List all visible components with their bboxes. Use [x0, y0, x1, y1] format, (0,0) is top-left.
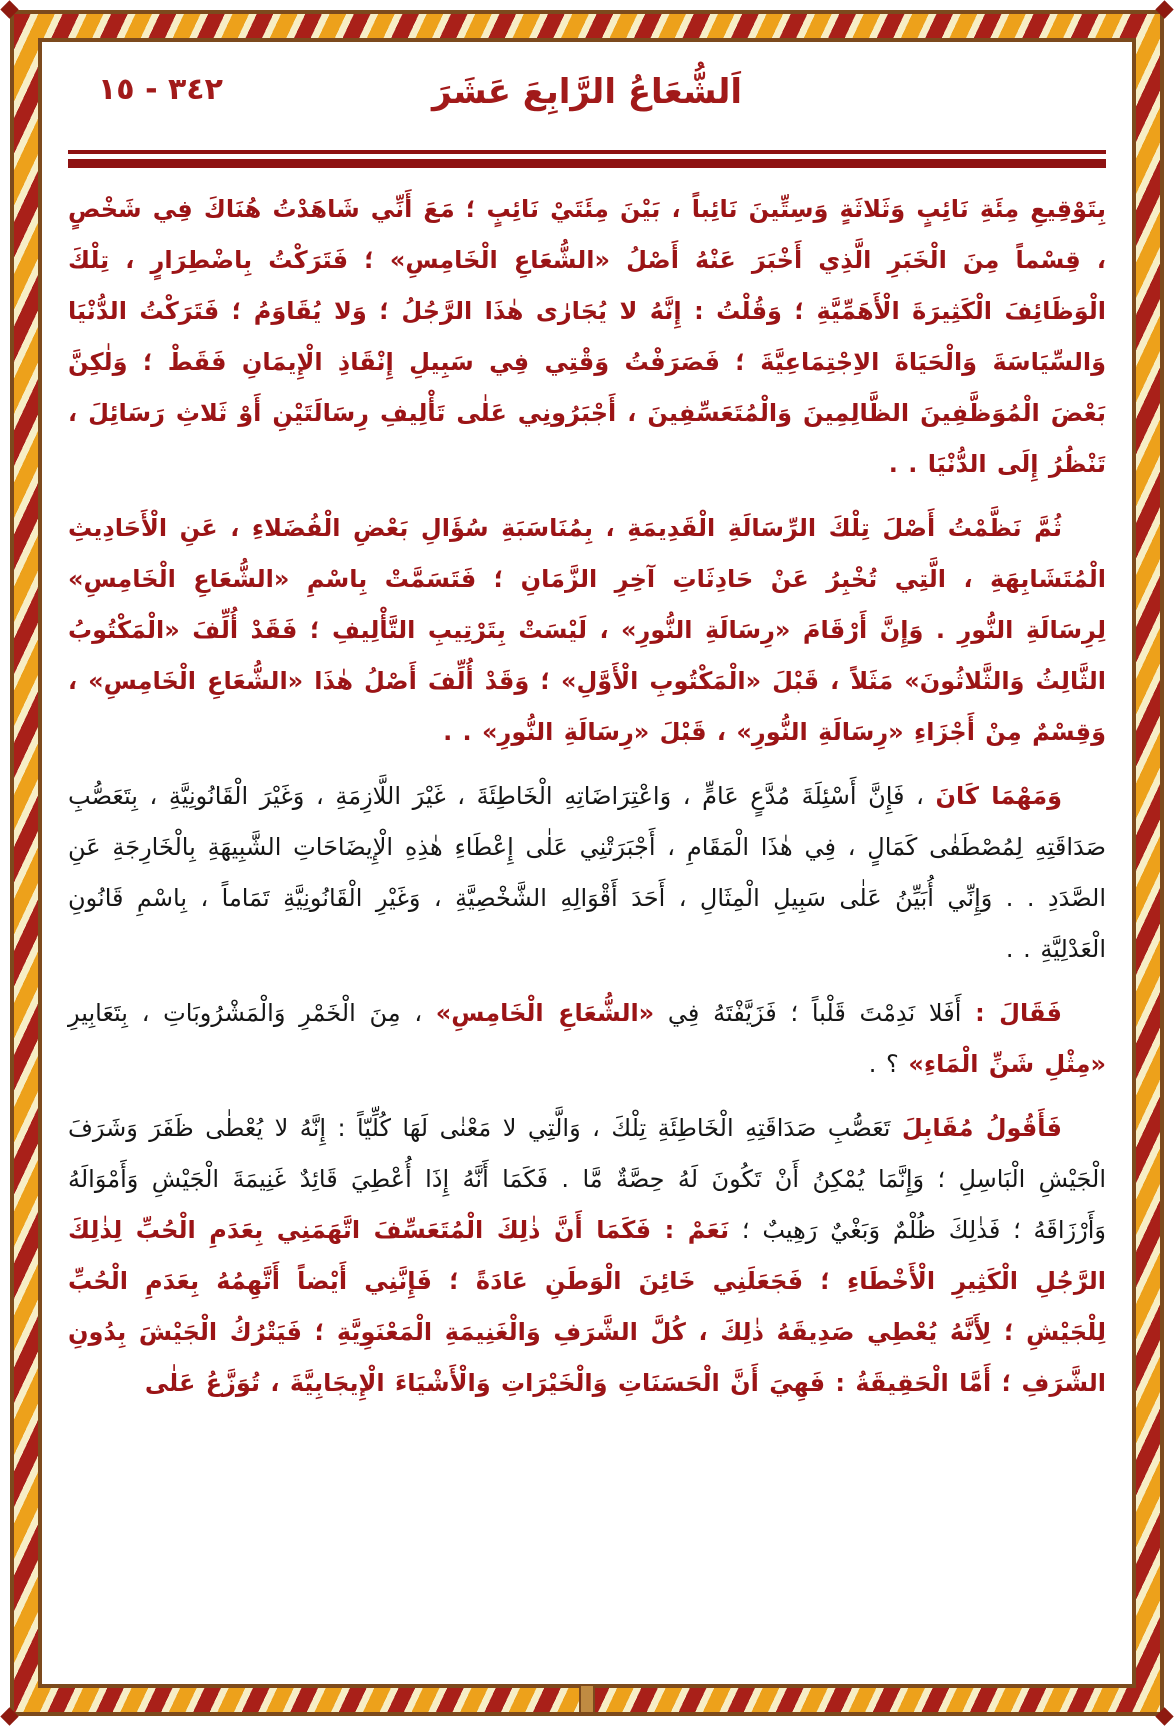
body-text: [68, 184, 1106, 1409]
text-segment-red: بِتَوْقِيعِ مِئَةِ نَائِبٍ وَثَلاثَةٍ وَسِتِّينَ نَائِباً ، بَيْنَ مِئَتَيْ نَائِبٍ ؛ مَعَ أَنِّي شَاهَدْتُ هُنَاكَ فِي شَخْصٍ ، قِسْماً مِنَ الْخَبَرِ الَّذِي أَخْبَرَ عَنْهُ أَصْلُ «الشُّعَاعِ الْخَامِسِ» ؛ فَتَرَكْتُ بِاضْطِرَارٍ ، تِلْكَ الْوَظَائِفَ الْكَثِيرَةَ الْأَهَمِّيَّةِ ؛ وَقُلْتُ : إِنَّهُ لا يُجَارٰى هٰذَا الرَّجُلُ ؛ وَلا يُقَاوَمُ ؛ فَتَرَكْتُ الدُّنْيَا وَالسِّيَاسَةَ وَالْحَيَاةَ الاِجْتِمَاعِيَّةَ ؛ فَصَرَفْتُ وَقْتِي فِي سَبِيلِ إِنْقَاذِ الْإِيمَانِ فَقَطْ ؛ وَلٰكِنَّ بَعْضَ الْمُوَظَّفِينَ الظَّالِمِينَ وَالْمُتَعَسِّفِينَ ، أَجْبَرُونِي عَلٰى تَأْلِيفِ رِسَالَتَيْنِ أَوْ ثَلاثِ رَسَائِلَ ، تَنْظُرُ إِلَى الدُّنْيَا . .: [68, 195, 1106, 478]
text-segment-black: ، فَإِنَّ أَسْئِلَةَ مُدَّعٍ عَامٍّ ، وَاعْتِرَاضَاتِهِ الْخَاطِئَةَ ، غَيْرَ اللَّازِمَةِ ، وَغَيْرَ الْقَانُونِيَّةِ ، بِتَعَصُّبِ صَدَاقَتِهِ لِمُصْطَفٰى كَمَالٍ ، فِي هٰذَا الْمَقَامِ ، أَجْبَرَتْنِي عَلٰى إِعْطَاءِ هٰذِهِ الْإِيضَاحَاتِ الشَّبِيهَةِ بِالْخَارِجَةِ عَنِ الصَّدَدِ . . وَإِنِّي أُبَيِّنُ عَلٰى سَبِيلِ الْمِثَالِ ، أَحَدَ أَقْوَالِهِ الشَّخْصِيَّةِ ، وَغَيْرِ الْقَانُونِيَّةِ تَمَاماً ، بِاسْمِ قَانُونِ الْعَدْلِيَّةِ . .: [68, 782, 1106, 963]
paragraph: [68, 988, 1106, 1090]
ornamental-border: [10, 10, 1164, 1716]
text-segment-red: فَأَقُولُ مُقَابِلَ: [901, 1114, 1063, 1142]
text-segment-black: ؟ .: [868, 1050, 909, 1078]
header-divider: [68, 150, 1106, 168]
paragraph: [68, 771, 1106, 975]
text-segment-red: «الشُّعَاعِ الْخَامِسِ»: [435, 999, 655, 1027]
text-segment-red: نَعَمْ : فَكَمَا أَنَّ ذٰلِكَ الْمُتَعَسِّفَ اتَّهَمَنِي بِعَدَمِ الْحُبِّ لِذٰلِكَ الرَّجُلِ الْكَثِيرِ الْأَخْطَاءِ ؛ فَجَعَلَنِي خَائِنَ الْوَطَنِ عَادَةً ؛ فَإِنَّنِي أَيْضاً أَتَّهِمُهُ بِعَدَمِ الْحُبِّ لِلْجَيْشِ ؛ لِأَنَّهُ يُعْطِي صَدِيقَهُ ذٰلِكَ ، كُلَّ الشَّرَفِ وَالْغَنِيمَةِ الْمَعْنَوِيَّةِ ؛ فَيَتْرُكُ الْجَيْشَ بِدُونِ الشَّرَفِ ؛ أَمَّا الْحَقِيقَةُ : فَهِيَ أَنَّ الْحَسَنَاتِ وَالْخَيْرَاتِ وَالْأَشْيَاءَ الْإِيجَابِيَّةَ ، تُوَزَّعُ عَلٰى: [68, 1216, 1106, 1397]
text-segment-black: ، مِنَ الْخَمْرِ وَالْمَشْرُوبَاتِ ، بِتَعَابِيرِ: [68, 999, 436, 1027]
page-content-area: [38, 38, 1136, 1688]
page-number: ٣٤٢ - ١٥: [98, 72, 223, 107]
text-segment-red: فَقَالَ :: [975, 999, 1062, 1027]
text-segment-black: تَعَصُّبِ صَدَاقَتِهِ الْخَاطِئَةِ تِلْكَ ، وَالَّتِي لا مَعْنٰى لَهَا كُلِّيّاً : إِنَّهُ لا يُعْطٰى ظَفَرَ وَشَرَفَ الْجَيْشِ الْبَاسِلِ ؛ وَإِنَّمَا يُمْكِنُ أَنْ تَكُونَ لَهُ حِصَّةٌ مَّا . فَكَمَا أَنَّهُ إِذَا أُعْطِيَ قَائِدٌ غَنِيمَةَ الْجَيْشِ وَأَمْوَالَهُ وَأَرْزَاقَهُ ؛ فَذٰلِكَ ظُلْمٌ وَبَغْيٌ رَهِيبٌ ؛: [68, 1114, 1107, 1244]
text-segment-red: وَمَهْمَا كَانَ: [935, 782, 1063, 810]
border-center-notch: [579, 1684, 595, 1714]
divider-thick-line: [68, 159, 1106, 168]
text-segment-red: ثُمَّ نَظَّمْتُ أَصْلَ تِلْكَ الرِّسَالَةِ الْقَدِيمَةِ ، بِمُنَاسَبَةِ سُؤَالِ بَعْضِ الْفُضَلاءِ ، عَنِ الْأَحَادِيثِ الْمُتَشَابِهَةِ ، الَّتِي تُخْبِرُ عَنْ حَادِثَاتِ آخِرِ الزَّمَانِ ؛ فَتَسَمَّتْ بِاسْمِ «الشُّعَاعِ الْخَامِسِ» لِرِسَالَةِ النُّورِ . وَإِنَّ أَرْقَامَ «رِسَالَةِ النُّورِ» ، لَيْسَتْ بِتَرْتِيبِ التَّأْلِيفِ ؛ فَقَدْ أُلِّفَ «الْمَكْتُوبُ الثَّالِثُ وَالثَّلاثُونَ» مَثَلاً ، قَبْلَ «الْمَكْتُوبِ الْأَوَّلِ» ؛ وَقَدْ أُلِّفَ أَصْلُ هٰذَا «الشُّعَاعِ الْخَامِسِ» ، وَقِسْمٌ مِنْ أَجْزَاءِ «رِسَالَةِ النُّورِ» ، قَبْلَ «رِسَالَةِ النُّورِ» . .: [68, 514, 1106, 746]
paragraph: [68, 503, 1106, 758]
page-header: [68, 62, 1106, 128]
text-segment-red: «مِثْلِ شَنِّ الْمَاءِ»: [908, 1050, 1106, 1078]
text-segment-black: أَفَلا نَدِمْتَ قَلْباً ؛ فَزَيَّفْتَهُ فِي: [654, 999, 976, 1027]
page-title: اَلشُّعَاعُ الرَّابِعَ عَشَرَ: [431, 72, 743, 112]
divider-thin-line: [68, 150, 1106, 154]
paragraph: [68, 184, 1106, 490]
paragraph: [68, 1103, 1106, 1409]
